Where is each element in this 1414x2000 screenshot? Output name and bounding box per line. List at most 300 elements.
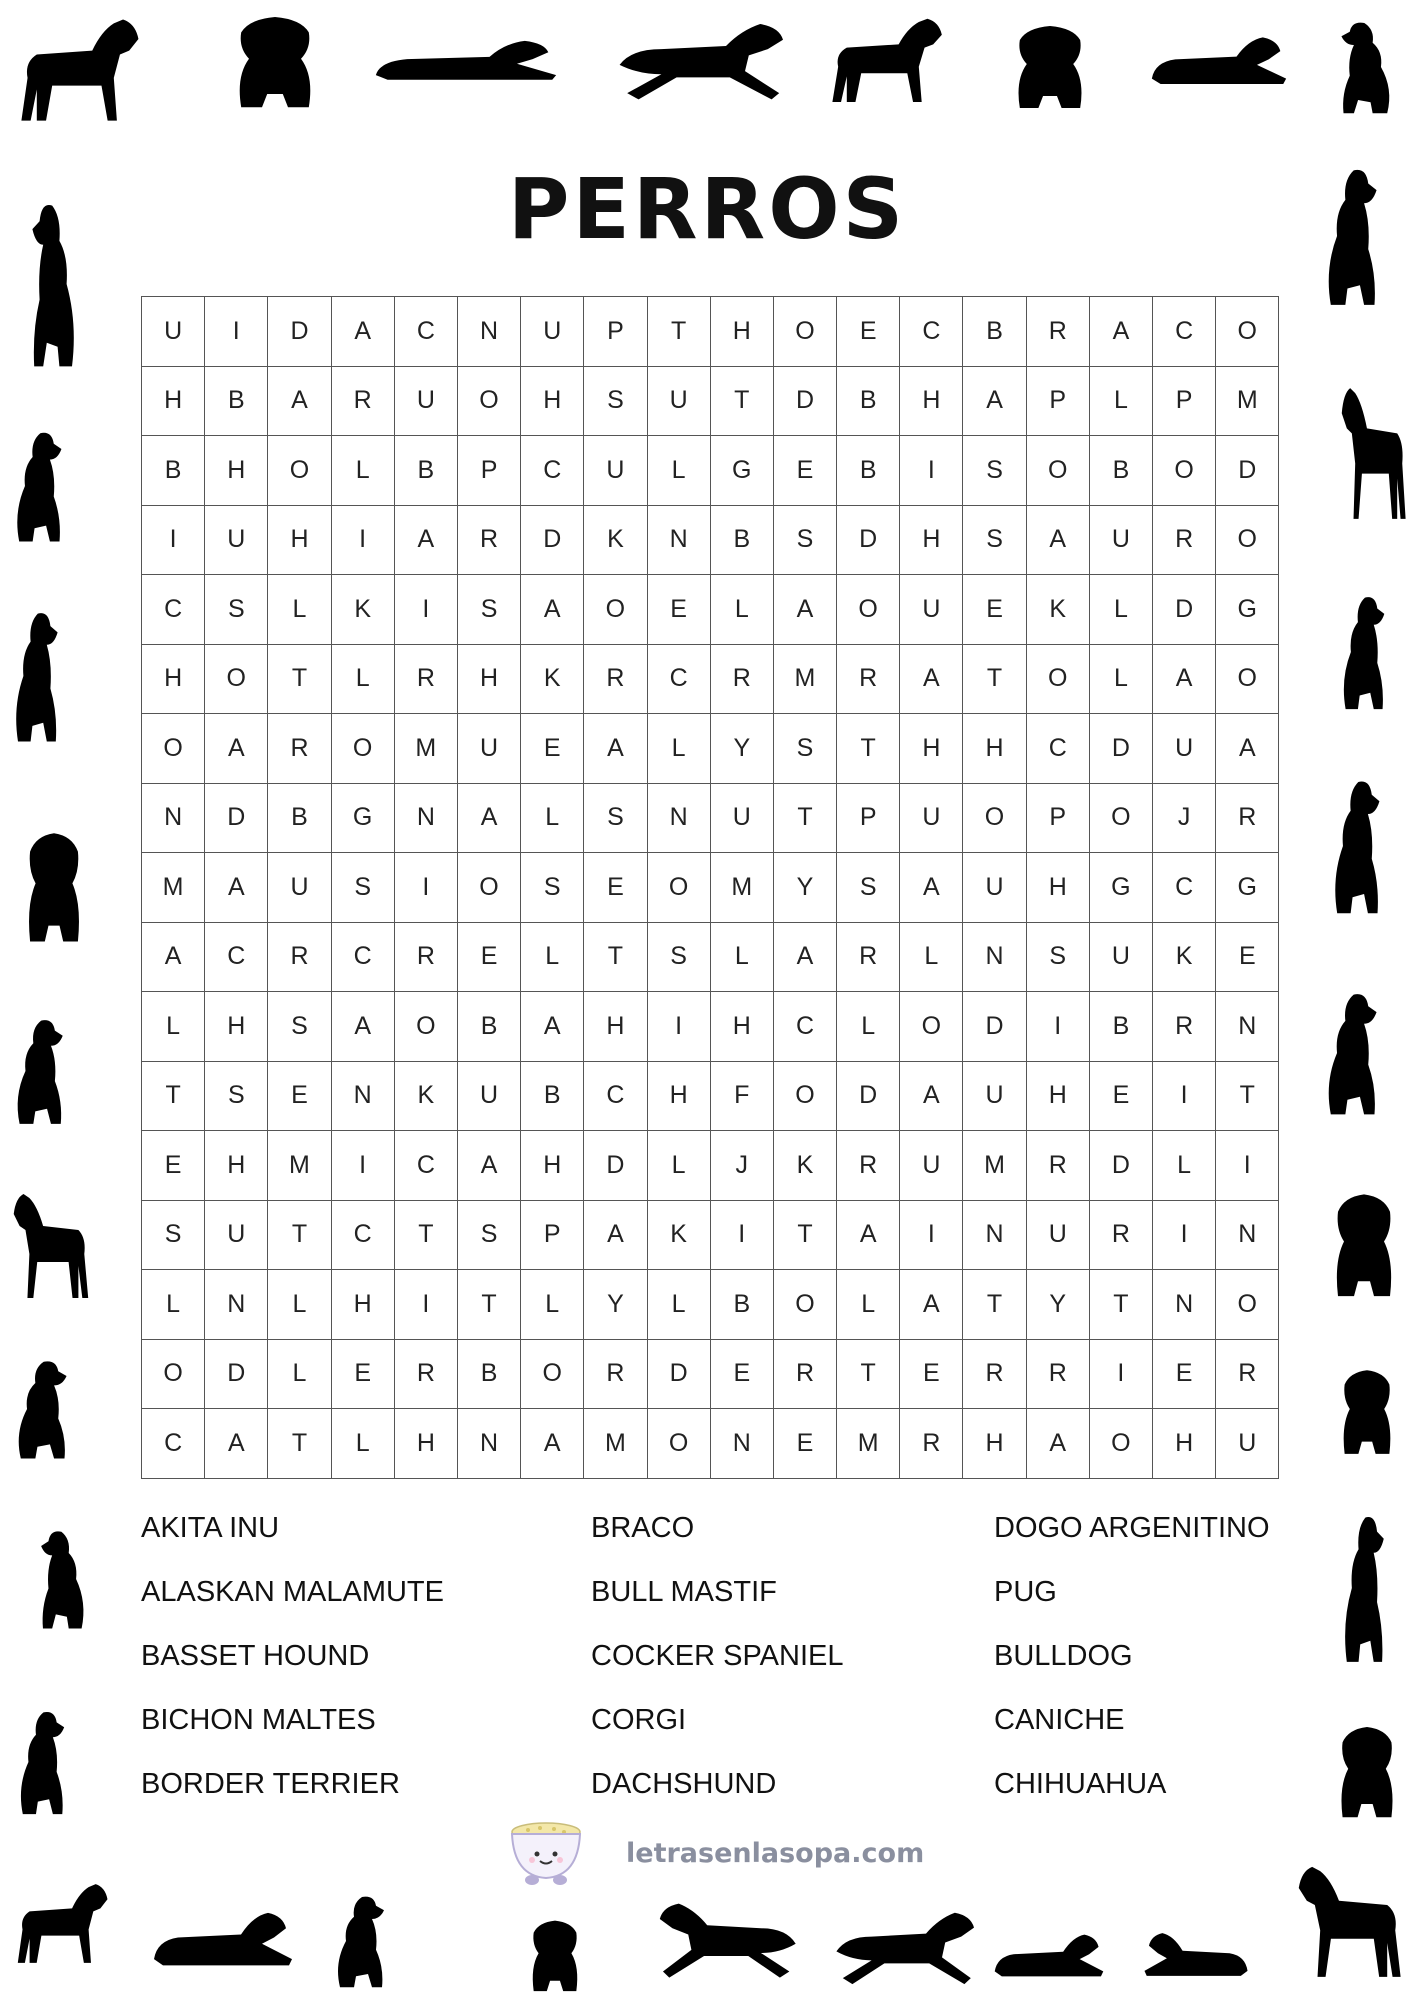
grid-cell: O [205,644,268,714]
grid-cell: P [584,297,647,367]
grid-cell: B [268,783,331,853]
grid-cell: L [900,922,963,992]
grid-cell: G [1089,853,1152,923]
grid-cell: L [331,644,394,714]
grid-cell: R [584,644,647,714]
grid-cell: C [900,297,963,367]
grid-cell: B [521,1061,584,1131]
dog-silhouette-icon [4,1700,98,1824]
dog-silhouette-icon [0,420,96,552]
grid-row [142,297,1279,367]
grid-cell: G [1216,575,1279,645]
grid-cell: O [1089,783,1152,853]
grid-cell: T [268,1409,331,1479]
grid-cell: L [837,992,900,1062]
word-item: BASSET HOUND [141,1640,370,1672]
word-item: DOGO ARGENITINO [994,1512,1270,1544]
grid-cell: K [331,575,394,645]
dog-silhouette-icon [1280,1850,1414,1998]
grid-cell: N [457,297,520,367]
grid-cell: U [1216,1409,1279,1479]
grid-cell: D [1216,436,1279,506]
grid-cell: R [1089,1200,1152,1270]
grid-cell: M [837,1409,900,1479]
grid-cell: H [584,992,647,1062]
grid-cell: R [1026,1339,1089,1409]
grid-cell: D [1089,714,1152,784]
grid-cell: L [710,922,773,992]
dog-silhouette-icon [990,1910,1108,1996]
grid-cell: U [205,505,268,575]
grid-cell: U [1089,922,1152,992]
word-search-grid [141,296,1279,1479]
grid-cell: S [457,1200,520,1270]
grid-cell: T [773,1200,836,1270]
grid-cell: A [1089,297,1152,367]
grid-cell: P [1026,783,1089,853]
grid-cell: U [900,1131,963,1201]
grid-cell: I [331,505,394,575]
grid-cell: T [1216,1061,1279,1131]
grid-cell: D [205,1339,268,1409]
grid-cell: H [647,1061,710,1131]
grid-cell: O [900,992,963,1062]
grid-cell: L [647,1131,710,1201]
grid-cell: K [521,644,584,714]
grid-cell: I [1153,1200,1216,1270]
grid-cell: N [142,783,205,853]
grid-cell: A [1026,1409,1089,1479]
grid-cell: O [268,436,331,506]
grid-cell: E [963,575,1026,645]
grid-cell: G [331,783,394,853]
grid-cell: N [1216,1200,1279,1270]
grid-cell: I [394,1270,457,1340]
grid-cell: L [142,992,205,1062]
grid-cell: B [205,366,268,436]
grid-cell: A [1026,505,1089,575]
grid-cell: H [205,1131,268,1201]
grid-cell: B [1089,992,1152,1062]
grid-cell: O [584,575,647,645]
grid-cell: R [394,1339,457,1409]
grid-cell: S [647,922,710,992]
grid-cell: L [647,714,710,784]
grid-cell: T [710,366,773,436]
grid-cell: U [900,575,963,645]
dog-silhouette-icon [8,820,100,952]
grid-cell: K [584,505,647,575]
grid-cell: C [394,297,457,367]
grid-cell: O [457,853,520,923]
grid-cell: L [1089,644,1152,714]
grid-cell: D [584,1131,647,1201]
grid-cell: U [1089,505,1152,575]
grid-cell: E [457,922,520,992]
grid-cell: N [647,783,710,853]
grid-cell: Y [773,853,836,923]
grid-cell: N [963,922,1026,992]
grid-cell: A [394,505,457,575]
grid-cell: R [773,1339,836,1409]
word-item: CHIHUAHUA [994,1768,1167,1800]
grid-row [142,783,1279,853]
dog-silhouette-icon [1314,1182,1414,1306]
grid-cell: S [773,714,836,784]
grid-cell: C [1153,297,1216,367]
grid-cell: O [963,783,1026,853]
dog-silhouette-icon [514,1912,596,1998]
grid-cell: A [900,1270,963,1340]
grid-cell: O [1153,436,1216,506]
grid-cell: A [900,853,963,923]
grid-cell: U [1153,714,1216,784]
grid-cell: I [647,992,710,1062]
grid-cell: C [142,1409,205,1479]
site-url: letrasenlasopa.com [626,1838,925,1869]
grid-cell: L [268,1270,331,1340]
grid-cell: A [268,366,331,436]
grid-cell: M [394,714,457,784]
grid-cell: D [773,366,836,436]
grid-cell: R [963,1339,1026,1409]
dog-silhouette-icon [644,1882,802,1990]
grid-cell: A [331,992,394,1062]
grid-cell: R [710,644,773,714]
grid-cell: N [1153,1270,1216,1340]
grid-cell: I [205,297,268,367]
grid-cell: E [837,297,900,367]
grid-cell: L [710,575,773,645]
grid-cell: D [205,783,268,853]
dog-silhouette-icon [1140,1908,1252,1996]
grid-cell: H [900,366,963,436]
dog-silhouette-icon [818,6,962,118]
grid-cell: S [205,1061,268,1131]
grid-cell: L [521,1270,584,1340]
grid-cell: O [1216,1270,1279,1340]
grid-cell: I [1216,1131,1279,1201]
grid-cell: Y [710,714,773,784]
grid-cell: R [331,366,394,436]
dog-silhouette-icon [0,598,90,754]
grid-cell: T [268,1200,331,1270]
grid-cell: D [1153,575,1216,645]
grid-cell: S [584,783,647,853]
grid-cell: A [205,1409,268,1479]
grid-cell: R [1026,297,1089,367]
dog-silhouette-icon [612,2,802,112]
word-item: CANICHE [994,1704,1125,1736]
grid-cell: O [647,853,710,923]
grid-cell: O [1216,297,1279,367]
grid-cell: C [521,436,584,506]
grid-cell: T [142,1061,205,1131]
grid-cell: N [394,783,457,853]
grid-cell: C [394,1131,457,1201]
grid-cell: O [142,1339,205,1409]
grid-cell: H [1153,1409,1216,1479]
grid-cell: L [142,1270,205,1340]
grid-cell: T [394,1200,457,1270]
grid-cell: R [394,922,457,992]
dog-silhouette-icon [1146,10,1292,106]
grid-cell: B [710,505,773,575]
grid-cell: L [1153,1131,1216,1201]
grid-cell: N [647,505,710,575]
grid-cell: E [521,714,584,784]
grid-row [142,366,1279,436]
grid-cell: R [900,1409,963,1479]
grid-row [142,505,1279,575]
grid-cell: O [521,1339,584,1409]
grid-cell: H [710,992,773,1062]
grid-cell: D [837,1061,900,1131]
grid-cell: U [963,853,1026,923]
grid-cell: S [837,853,900,923]
grid-cell: I [394,575,457,645]
dog-silhouette-icon [0,1008,98,1134]
dog-silhouette-icon [148,1882,298,1990]
dog-silhouette-icon [368,18,564,98]
word-item: COCKER SPANIEL [591,1640,844,1672]
grid-cell: N [710,1409,773,1479]
grid-cell: S [963,505,1026,575]
grid-cell: A [142,922,205,992]
grid-cell: A [584,714,647,784]
grid-cell: B [963,297,1026,367]
dog-silhouette-icon [0,1178,98,1318]
grid-cell: L [647,436,710,506]
grid-cell: O [647,1409,710,1479]
grid-cell: A [773,575,836,645]
grid-cell: U [457,714,520,784]
grid-cell: U [457,1061,520,1131]
grid-cell: R [1153,992,1216,1062]
grid-cell: P [1153,366,1216,436]
grid-cell: M [963,1131,1026,1201]
grid-cell: O [837,575,900,645]
grid-cell: S [521,853,584,923]
grid-cell: B [710,1270,773,1340]
dog-silhouette-icon [8,1520,100,1638]
dog-silhouette-icon [1330,368,1414,544]
grid-cell: M [142,853,205,923]
grid-cell: R [394,644,457,714]
grid-cell: H [963,714,1026,784]
grid-cell: U [1026,1200,1089,1270]
grid-row [142,644,1279,714]
grid-cell: O [394,992,457,1062]
grid-cell: S [1026,922,1089,992]
grid-cell: N [1216,992,1279,1062]
grid-cell: L [331,1409,394,1479]
grid-cell: H [521,1131,584,1201]
grid-cell: B [837,366,900,436]
grid-cell: B [457,992,520,1062]
grid-cell: O [457,366,520,436]
grid-cell: E [647,575,710,645]
grid-cell: N [331,1061,394,1131]
grid-cell: H [1026,853,1089,923]
grid-cell: H [457,644,520,714]
grid-cell: H [963,1409,1026,1479]
grid-cell: I [710,1200,773,1270]
grid-cell: C [647,644,710,714]
grid-cell: T [584,922,647,992]
grid-cell: H [268,505,331,575]
grid-cell: L [837,1270,900,1340]
grid-cell: T [268,644,331,714]
grid-cell: E [900,1339,963,1409]
grid-cell: O [773,1270,836,1340]
word-list-column-2 [591,1506,843,1826]
grid-row [142,853,1279,923]
grid-cell: P [521,1200,584,1270]
grid-row [142,1061,1279,1131]
grid-cell: T [963,644,1026,714]
grid-cell: T [963,1270,1026,1340]
grid-cell: T [837,714,900,784]
grid-cell: B [142,436,205,506]
grid-row [142,992,1279,1062]
soup-bowl-logo-icon [506,1818,586,1888]
grid-cell: U [394,366,457,436]
word-list-column-1 [141,1506,444,1826]
word-item: CORGI [591,1704,687,1736]
grid-cell: J [1153,783,1216,853]
grid-cell: S [773,505,836,575]
grid-cell: A [457,1131,520,1201]
grid-cell: S [331,853,394,923]
grid-cell: I [900,1200,963,1270]
grid-cell: D [963,992,1026,1062]
grid-cell: B [1089,436,1152,506]
grid-cell: U [205,1200,268,1270]
grid-cell: J [710,1131,773,1201]
grid-cell: N [205,1270,268,1340]
grid-cell: I [900,436,963,506]
grid-cell: A [963,366,1026,436]
grid-cell: U [963,1061,1026,1131]
grid-cell: I [1153,1061,1216,1131]
word-item: AKITA INU [141,1512,280,1544]
grid-cell: A [900,1061,963,1131]
grid-cell: U [647,366,710,436]
dog-silhouette-icon [1328,584,1414,720]
grid-cell: R [837,644,900,714]
dog-silhouette-icon [830,1892,990,1996]
word-item: PUG [994,1576,1057,1608]
grid-cell: R [837,1131,900,1201]
grid-cell: T [1089,1270,1152,1340]
grid-cell: O [1216,505,1279,575]
grid-row [142,575,1279,645]
grid-cell: H [142,366,205,436]
dog-silhouette-icon [1330,1500,1414,1676]
dog-silhouette-icon [210,6,340,116]
word-item: BORDER TERRIER [141,1768,400,1800]
grid-cell: K [394,1061,457,1131]
grid-cell: R [1216,783,1279,853]
grid-cell: D [521,505,584,575]
grid-cell: L [1089,575,1152,645]
page-title: PERROS [507,160,907,258]
dog-silhouette-icon [1318,766,1414,926]
grid-cell: L [521,783,584,853]
grid-cell: L [521,922,584,992]
grid-cell: H [710,297,773,367]
grid-cell: L [647,1270,710,1340]
grid-cell: G [710,436,773,506]
grid-cell: G [1216,853,1279,923]
grid-cell: S [142,1200,205,1270]
grid-cell: S [584,366,647,436]
grid-row [142,1270,1279,1340]
grid-cell: A [900,644,963,714]
grid-cell: E [1216,922,1279,992]
word-item: DACHSHUND [591,1768,777,1800]
dog-silhouette-icon [992,16,1108,116]
dog-silhouette-icon [1310,980,1414,1126]
grid-cell: S [268,992,331,1062]
grid-cell: N [457,1409,520,1479]
grid-cell: E [773,1409,836,1479]
grid-cell: O [773,1061,836,1131]
grid-cell: L [331,436,394,506]
grid-cell: H [142,644,205,714]
grid-cell: T [647,297,710,367]
grid-cell: M [268,1131,331,1201]
grid-cell: I [394,853,457,923]
word-item: BICHON MALTES [141,1704,376,1736]
grid-cell: E [331,1339,394,1409]
grid-cell: D [1089,1131,1152,1201]
grid-cell: M [584,1409,647,1479]
grid-cell: R [268,714,331,784]
grid-cell: O [1216,644,1279,714]
grid-cell: E [773,436,836,506]
dog-silhouette-icon [1304,12,1408,122]
grid-cell: P [837,783,900,853]
grid-cell: A [1153,644,1216,714]
grid-cell: H [394,1409,457,1479]
grid-row [142,714,1279,784]
grid-cell: F [710,1061,773,1131]
grid-cell: R [1026,1131,1089,1201]
grid-cell: H [331,1270,394,1340]
grid-row [142,1200,1279,1270]
grid-row [142,1131,1279,1201]
grid-cell: C [1026,714,1089,784]
grid-cell: H [521,366,584,436]
grid-cell: A [1216,714,1279,784]
word-list [141,1506,1341,1826]
grid-cell: O [1089,1409,1152,1479]
grid-cell: C [205,922,268,992]
grid-row [142,436,1279,506]
grid-cell: O [1026,436,1089,506]
grid-row [142,1339,1279,1409]
grid-cell: D [268,297,331,367]
grid-cell: M [773,644,836,714]
grid-row [142,922,1279,992]
grid-cell: B [837,436,900,506]
grid-cell: C [331,1200,394,1270]
grid-cell: P [1026,366,1089,436]
grid-row [142,1409,1279,1479]
grid-cell: A [773,922,836,992]
